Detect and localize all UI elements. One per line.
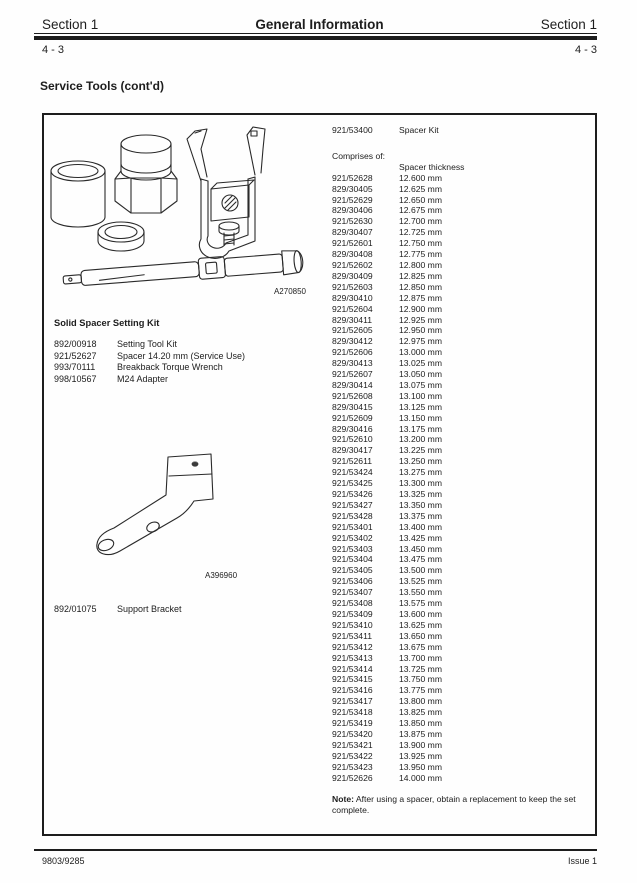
spacer-row <box>332 544 590 555</box>
part: 921/53413 <box>332 652 373 663</box>
header-section-left: Section 1 <box>42 17 99 32</box>
spacer-row <box>332 271 590 282</box>
spacer-row <box>332 434 590 445</box>
spacer-row <box>332 740 590 751</box>
thickness: 13.825 mm <box>399 707 442 718</box>
publication-number: 9803/9285 <box>42 856 85 866</box>
thickness: 13.625 mm <box>399 619 442 630</box>
part: 829/30412 <box>332 336 373 347</box>
thickness: 13.050 mm <box>399 369 442 380</box>
page-ref-right: 4 - 3 <box>574 44 597 56</box>
thickness: 12.950 mm <box>399 325 442 336</box>
spacer-row <box>332 293 590 304</box>
spacer-row <box>332 424 590 435</box>
spacer-row <box>332 402 590 413</box>
part: 921/52601 <box>332 238 373 249</box>
part: 892/00918 <box>54 339 97 349</box>
support-bracket-figure <box>82 437 282 577</box>
page-footer <box>42 856 597 866</box>
page-header <box>42 17 597 32</box>
thickness: 13.225 mm <box>399 445 442 456</box>
part: 921/53419 <box>332 718 373 729</box>
spacer-row <box>332 184 590 195</box>
spacer-row <box>332 413 590 424</box>
spacer-row <box>332 729 590 740</box>
thickness: 13.525 mm <box>399 576 442 587</box>
page-title: General Information <box>255 17 384 32</box>
part: 921/53420 <box>332 728 373 739</box>
thickness: 13.400 mm <box>399 521 442 532</box>
spacer-row <box>332 751 590 762</box>
spacer-row <box>332 533 590 544</box>
issue-number: Issue 1 <box>567 856 597 866</box>
kit-part-row <box>54 351 319 363</box>
spacer-row <box>332 576 590 587</box>
spacer-kit-table <box>332 125 590 783</box>
part: 921/52608 <box>332 390 373 401</box>
spacer-row <box>332 718 590 729</box>
part: 829/30415 <box>332 401 373 412</box>
comprises-label: Comprises of: <box>332 150 386 161</box>
part: 921/53407 <box>332 587 373 598</box>
thickness: 13.875 mm <box>399 728 442 739</box>
part: 829/30413 <box>332 358 373 369</box>
spacer-row <box>332 707 590 718</box>
description: Support Bracket <box>117 604 182 614</box>
thickness: 12.600 mm <box>399 172 442 183</box>
part: 998/10567 <box>54 374 97 385</box>
content-box <box>42 113 597 836</box>
part: 829/30408 <box>332 249 373 260</box>
bracket-part-row <box>54 604 319 616</box>
thickness: 13.925 mm <box>399 750 442 761</box>
thickness: 12.675 mm <box>399 205 442 216</box>
thickness: 12.700 mm <box>399 216 442 227</box>
thickness: 12.775 mm <box>399 249 442 260</box>
solid-spacer-setting-kit-figure <box>49 119 311 299</box>
spacer-row <box>332 249 590 260</box>
part: 921/52603 <box>332 281 373 292</box>
thickness: 13.000 mm <box>399 347 442 358</box>
thickness: 13.500 mm <box>399 565 442 576</box>
kit-part-number: 921/53400 <box>332 125 373 135</box>
spacer-row <box>332 456 590 467</box>
part: 829/30414 <box>332 379 373 390</box>
footer-rule <box>34 849 597 851</box>
part: 921/53427 <box>332 499 373 510</box>
thickness: 13.375 mm <box>399 510 442 521</box>
part: 921/52605 <box>332 325 373 336</box>
thickness: 13.775 mm <box>399 685 442 696</box>
spacer-row <box>332 620 590 631</box>
part: 921/52611 <box>332 456 372 467</box>
part: 921/53408 <box>332 598 373 609</box>
part: 921/53403 <box>332 543 373 554</box>
spacer-row <box>332 554 590 565</box>
part: 921/52630 <box>332 216 373 227</box>
spacer-row <box>332 478 590 489</box>
thickness: 13.425 mm <box>399 532 442 543</box>
thickness: 13.200 mm <box>399 434 442 445</box>
part: 921/53426 <box>332 489 373 499</box>
part: 829/30410 <box>332 292 373 303</box>
thickness: 13.275 mm <box>399 467 442 478</box>
thickness: 13.300 mm <box>399 478 442 489</box>
part: 892/01075 <box>54 604 97 614</box>
kit-part-row <box>54 339 319 351</box>
figure-reference: A396960 <box>205 571 238 580</box>
part: 921/53411 <box>332 630 372 641</box>
part: 921/52629 <box>332 194 373 205</box>
thickness: 12.750 mm <box>399 238 442 249</box>
thickness: 13.850 mm <box>399 718 442 729</box>
page-references <box>42 44 597 56</box>
part: 921/52609 <box>332 412 373 423</box>
part: 921/53405 <box>332 565 373 576</box>
part: 921/53421 <box>332 739 373 750</box>
part: 829/30417 <box>332 445 373 456</box>
part: 921/53414 <box>332 663 373 674</box>
description: Setting Tool Kit <box>117 339 177 349</box>
thickness: 13.250 mm <box>399 456 442 467</box>
thickness: 13.175 mm <box>399 423 442 434</box>
thickness: 12.825 mm <box>399 270 442 281</box>
spacer-row <box>332 238 590 249</box>
kit-part-row <box>54 362 319 374</box>
spacer-row <box>332 511 590 522</box>
thickness: 12.875 mm <box>399 292 442 303</box>
spacer-row <box>332 674 590 685</box>
part: 921/52602 <box>332 259 373 270</box>
spacer-row <box>332 227 590 238</box>
spacer-row <box>332 631 590 642</box>
part: 921/52604 <box>332 303 373 314</box>
spacer-row <box>332 325 590 336</box>
part: 921/52606 <box>332 347 373 358</box>
spacer-row <box>332 315 590 326</box>
thickness: 12.975 mm <box>399 336 442 347</box>
part: 921/52626 <box>332 772 373 783</box>
spacer-row <box>332 467 590 478</box>
thickness: 13.550 mm <box>399 587 442 598</box>
spacer-rows <box>332 173 590 784</box>
part: 829/30409 <box>332 270 373 281</box>
thickness: 13.950 mm <box>399 761 442 772</box>
spacer-row <box>332 522 590 533</box>
thickness: 13.150 mm <box>399 412 442 423</box>
column-header-row <box>332 162 590 173</box>
thickness: 13.325 mm <box>399 489 442 499</box>
note <box>332 794 587 816</box>
part: 829/30407 <box>332 227 373 238</box>
spacer-row <box>332 391 590 402</box>
spacer-row <box>332 642 590 653</box>
spacer-row <box>332 445 590 456</box>
spacer-row <box>332 304 590 315</box>
spacer-row <box>332 380 590 391</box>
thickness: 13.650 mm <box>399 630 442 641</box>
part: 921/52610 <box>332 434 373 445</box>
thickness: 13.100 mm <box>399 390 442 401</box>
thickness: 13.350 mm <box>399 499 442 510</box>
spacer-row <box>332 205 590 216</box>
thickness: 13.075 mm <box>399 379 442 390</box>
spacer-row <box>332 664 590 675</box>
spacer-row <box>332 685 590 696</box>
kit-parts-list <box>54 339 319 386</box>
header-rule-thick <box>34 36 597 40</box>
thickness: 14.000 mm <box>399 772 442 783</box>
spacer-row <box>332 369 590 380</box>
spacer-row <box>332 565 590 576</box>
thickness: 12.725 mm <box>399 227 442 238</box>
thickness-column-header: Spacer thickness <box>399 161 465 172</box>
part: 829/30411 <box>332 314 372 325</box>
header-section-right: Section 1 <box>540 17 597 32</box>
note-text: After using a spacer, obtain a replacement to keep the set complete. <box>332 794 576 815</box>
part: 829/30405 <box>332 183 373 194</box>
description: Spacer 14.20 mm (Service Use) <box>117 350 246 361</box>
part: 921/52627 <box>54 350 97 361</box>
page-ref-left: 4 - 3 <box>42 44 65 56</box>
spacer-row <box>332 762 590 773</box>
thickness: 13.900 mm <box>399 739 442 750</box>
spacer-row <box>332 173 590 184</box>
thickness: 13.725 mm <box>399 663 442 674</box>
part: 921/53416 <box>332 685 373 696</box>
spacer-row <box>332 609 590 620</box>
spacer-row <box>332 587 590 598</box>
description: M24 Adapter <box>117 374 169 385</box>
thickness: 13.700 mm <box>399 652 442 663</box>
part: 921/53415 <box>332 674 373 685</box>
description: Breakback Torque Wrench <box>117 362 223 373</box>
thickness: 13.450 mm <box>399 543 442 554</box>
spacer-row <box>332 347 590 358</box>
part: 921/53402 <box>332 532 373 543</box>
part: 993/70111 <box>54 362 96 373</box>
part: 921/53412 <box>332 641 373 652</box>
thickness: 13.125 mm <box>399 401 442 412</box>
kit-title: Solid Spacer Setting Kit <box>54 318 160 328</box>
spacer-row <box>332 336 590 347</box>
thickness: 12.850 mm <box>399 281 442 292</box>
spacer-row <box>332 500 590 511</box>
thickness: 13.750 mm <box>399 674 442 685</box>
part: 921/53409 <box>332 608 373 619</box>
spacer-row <box>332 773 590 784</box>
part: 921/53424 <box>332 467 373 478</box>
note-label: Note: <box>332 794 354 804</box>
spacer-row <box>332 282 590 293</box>
thickness: 13.600 mm <box>399 608 442 619</box>
part: 921/53401 <box>332 521 373 532</box>
spacer-row <box>332 598 590 609</box>
part: 921/53422 <box>332 750 373 761</box>
spacer-row <box>332 489 590 500</box>
thickness: 12.800 mm <box>399 259 442 270</box>
thickness: 13.675 mm <box>399 641 442 652</box>
kit-part-row <box>54 374 319 386</box>
spacer-row <box>332 195 590 206</box>
part: 921/52628 <box>332 172 373 183</box>
thickness: 12.650 mm <box>399 194 442 205</box>
thickness: 13.025 mm <box>399 358 442 369</box>
thickness: 13.475 mm <box>399 554 442 565</box>
spacer-row <box>332 696 590 707</box>
thickness: 12.625 mm <box>399 183 442 194</box>
part: 921/53418 <box>332 707 373 718</box>
part: 921/53406 <box>332 576 373 587</box>
part: 921/53404 <box>332 554 373 565</box>
thickness: 13.575 mm <box>399 598 442 609</box>
spacer-row <box>332 216 590 227</box>
spacer-row <box>332 260 590 271</box>
spacer-row <box>332 358 590 369</box>
part: 921/53428 <box>332 510 373 521</box>
kit-description: Spacer Kit <box>399 125 439 135</box>
part: 829/30406 <box>332 205 373 216</box>
bracket-parts-list <box>54 604 319 616</box>
part: 921/53417 <box>332 696 373 707</box>
figure-reference: A270850 <box>273 287 306 296</box>
thickness: 13.800 mm <box>399 696 442 707</box>
thickness: 12.925 mm <box>399 314 442 325</box>
section-heading: Service Tools (cont'd) <box>40 79 164 93</box>
part: 921/53410 <box>332 619 373 630</box>
part: 921/53425 <box>332 478 373 489</box>
part: 921/53423 <box>332 761 373 772</box>
spacer-row <box>332 653 590 664</box>
part: 829/30416 <box>332 423 373 434</box>
header-rule-thin <box>34 33 597 34</box>
kit-header-row <box>332 125 590 136</box>
thickness: 12.900 mm <box>399 303 442 314</box>
part: 921/52607 <box>332 369 373 380</box>
